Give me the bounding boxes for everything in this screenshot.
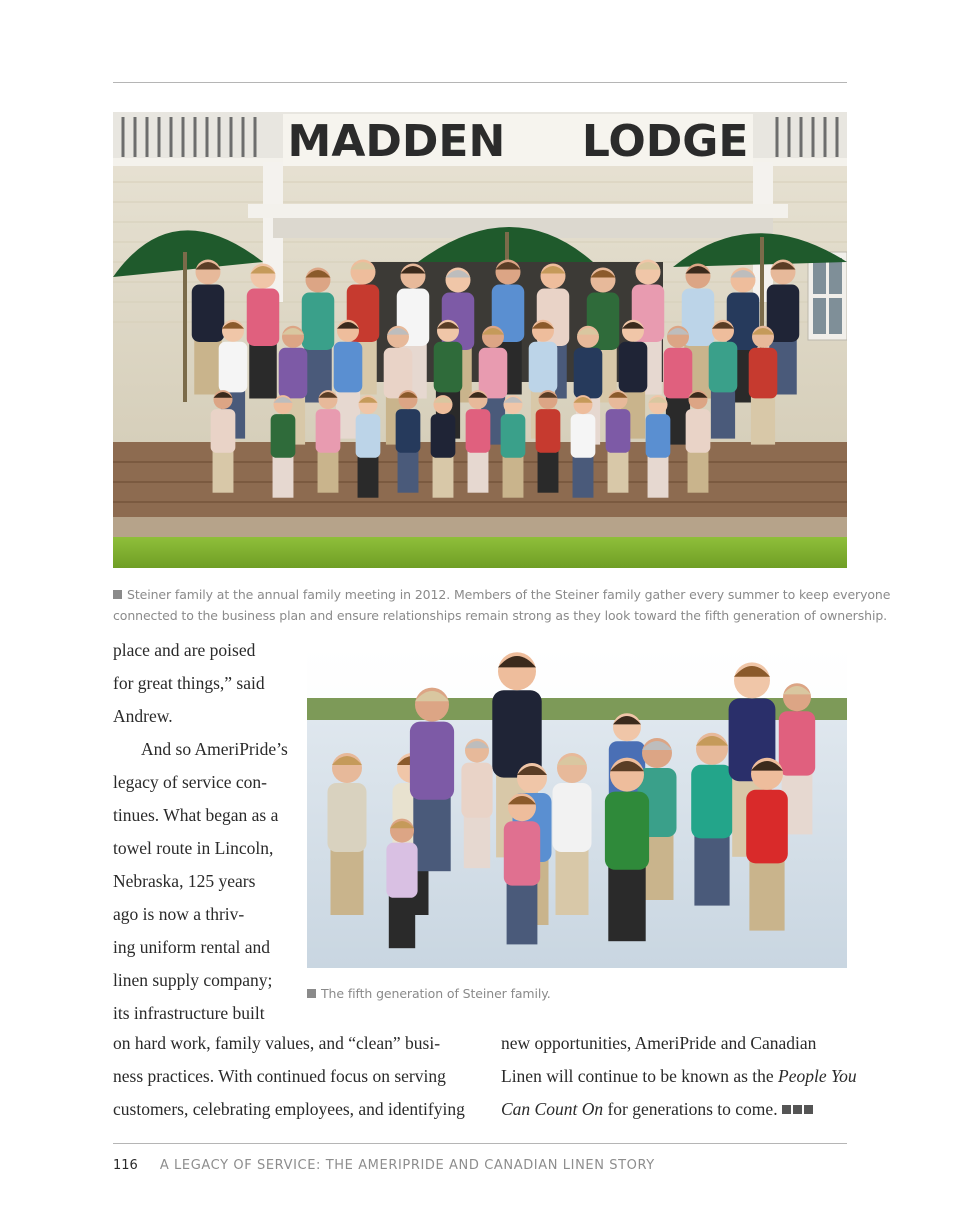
text-line: its infrastructure built	[113, 1003, 265, 1023]
caption2-text: The fifth generation of Steiner family.	[321, 986, 551, 1001]
text-line: legacy of service con-	[113, 772, 268, 792]
running-title: A LEGACY OF SERVICE: THE AMERIPRIDE AND CANADIAN LINEN STORY	[159, 1158, 655, 1173]
text-line: Nebraska, 125 years	[113, 871, 256, 891]
narrow-text-column	[113, 634, 303, 1030]
end-of-chapter-marks	[782, 1093, 815, 1126]
bottom-rule	[113, 1143, 847, 1144]
page-footer	[113, 1158, 655, 1173]
book-title-italic: Can Count On	[501, 1099, 604, 1119]
book-title-italic: People You	[778, 1066, 857, 1086]
right-text-column	[501, 1027, 857, 1126]
text-line: for great things,” said	[113, 673, 265, 693]
lodge-sign-text: MADDEN LODGE	[287, 116, 749, 167]
text-line	[501, 1060, 857, 1093]
text-plain: Linen will continue to be known as the	[501, 1066, 779, 1086]
caption-square-icon	[307, 989, 316, 998]
text-line: Andrew.	[113, 706, 173, 726]
text-line: ing uniform rental and	[113, 937, 270, 957]
photo2-caption	[307, 983, 707, 1004]
top-rule	[113, 82, 847, 83]
text-line: ago is now a thriv-	[113, 904, 245, 924]
text-line: towel route in Lincoln,	[113, 838, 274, 858]
text-line: tinues. What began as a	[113, 805, 279, 825]
text-line: place and are poised	[113, 640, 256, 660]
text-line: new opportunities, AmeriPride and Canadian	[501, 1033, 817, 1053]
children-group-photo	[307, 646, 847, 968]
text-line	[501, 1093, 851, 1126]
text-line: ness practices. With continued focus on serving	[113, 1066, 446, 1086]
text-line: And so AmeriPride’s	[141, 739, 288, 759]
text-line: customers, celebrating employees, and identifying	[113, 1099, 465, 1119]
photo1-caption	[113, 584, 891, 626]
caption-square-icon	[113, 590, 122, 599]
text-line: on hard work, family values, and “clean” busi-	[113, 1033, 441, 1053]
caption1-line2: connected to the business plan and ensure relationships remain strong as they look toward the fifth generation of ownership.	[113, 608, 888, 623]
caption1-line1: Steiner family at the annual family meeting in 2012. Members of the Steiner family gather every summer to keep everyone	[127, 587, 891, 602]
text-plain: for generations to come.	[603, 1099, 778, 1119]
left-text-column	[113, 1027, 473, 1126]
group-photo-madden-lodge	[113, 112, 847, 568]
text-line: linen supply company;	[113, 970, 273, 990]
page-number: 116	[113, 1158, 138, 1173]
